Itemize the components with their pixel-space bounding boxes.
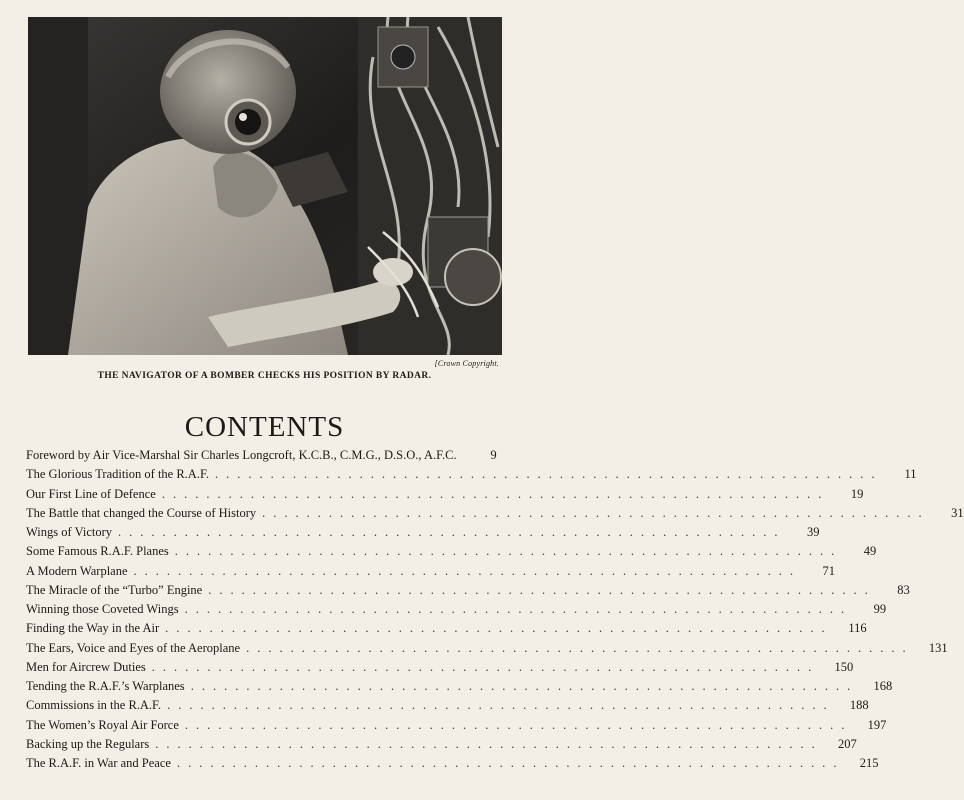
entry-page: 168 [873, 679, 893, 693]
entry-page: 9 [490, 448, 497, 462]
entry-page: 131 [928, 640, 948, 655]
photo-credit: [Crown Copyright. [434, 359, 499, 368]
entry-title: The Glorious Tradition of the R.A.F. [26, 467, 210, 482]
entry-title: A Modern Warplane [26, 563, 128, 578]
entry-title: The Women’s Royal Air Force [26, 717, 179, 732]
contents-entry [26, 448, 497, 467]
entry-title: Foreword by Air Vice-Marshal Sir Charles Longcroft, K.C.B., C.M.G., D.S.O., A.F.C. [26, 448, 457, 462]
contents-entry [26, 582, 910, 602]
dot-leader: ............................................................ [174, 544, 843, 559]
dot-leader: ............................................................ [167, 698, 835, 713]
photo-caption: THE NAVIGATOR OF A BOMBER CHECKS HIS POSITION BY RADAR. [97, 371, 432, 381]
contents-entry [26, 698, 869, 717]
entry-page: 99 [873, 602, 887, 616]
dot-leader: ............................................................ [161, 486, 830, 501]
contents-entry [26, 736, 857, 756]
dot-leader: ............................................................ [262, 505, 930, 520]
dot-leader: ............................................................ [151, 659, 820, 674]
entry-title: Some Famous R.A.F. Planes [26, 544, 169, 559]
contents-entry [26, 486, 864, 506]
contents-entry [26, 621, 867, 640]
photograph-navigator-radar [28, 17, 502, 355]
navigator-photograph [28, 17, 502, 355]
contents-entry [26, 505, 964, 525]
entry-title: The Miracle of the “Turbo” Engine [26, 582, 203, 597]
dot-leader: ............................................................ [190, 679, 859, 693]
contents-entry [26, 525, 820, 544]
entry-title: Tending the R.A.F.’s Warplanes [26, 679, 185, 693]
dot-leader: ............................................................ [246, 640, 914, 655]
entry-page: 31 [951, 505, 964, 520]
contents-entry [26, 756, 879, 775]
entry-page: 197 [867, 717, 887, 732]
contents-entry [26, 717, 887, 737]
contents-entry [26, 467, 917, 486]
dot-leader: ............................................................ [155, 736, 823, 751]
contents-entry [26, 544, 877, 563]
dot-leader: ............................................................ [184, 602, 853, 616]
entry-title: Commissions in the R.A.F. [26, 698, 162, 713]
dot-leader: ............................................................ [215, 467, 883, 482]
dot-leader: ............................................................ [176, 756, 845, 770]
dot-leader: ............................................................ [208, 582, 876, 597]
entry-page: 116 [848, 621, 867, 636]
entry-page: 83 [897, 582, 910, 597]
dot-leader: ............................................................ [133, 563, 802, 578]
entry-title: The Ears, Voice and Eyes of the Aeroplane [26, 640, 241, 655]
entry-page: 49 [863, 544, 877, 559]
entry-page: 71 [822, 563, 836, 578]
contents-entry [26, 640, 948, 660]
entry-page: 11 [904, 467, 917, 482]
dot-leader: ............................................................ [118, 525, 786, 539]
entry-page: 207 [838, 736, 857, 751]
contents-heading: CONTENTS [184, 411, 345, 443]
dot-leader: ............................................................ [184, 717, 853, 732]
contents-entry [26, 602, 887, 621]
contents-entry [26, 679, 893, 698]
entry-title: Men for Aircrew Duties [26, 659, 146, 674]
entry-title: Backing up the Regulars [26, 736, 150, 751]
entry-page: 150 [834, 659, 854, 674]
entry-title: The R.A.F. in War and Peace [26, 756, 171, 770]
contents-entry [26, 659, 854, 679]
dot-leader: ............................................................ [165, 621, 833, 636]
entry-title: The Battle that changed the Course of History [26, 505, 257, 520]
entry-page: 188 [849, 698, 869, 713]
entry-page: 215 [859, 756, 879, 770]
entry-page: 39 [807, 525, 820, 539]
entry-title: Winning those Coveted Wings [26, 602, 179, 616]
entry-page: 19 [850, 486, 864, 501]
entry-title: Wings of Victory [26, 525, 113, 539]
entry-title: Finding the Way in the Air [26, 621, 160, 636]
contents-entry [26, 563, 836, 583]
contents-list [26, 448, 964, 775]
entry-title: Our First Line of Defence [26, 486, 156, 501]
